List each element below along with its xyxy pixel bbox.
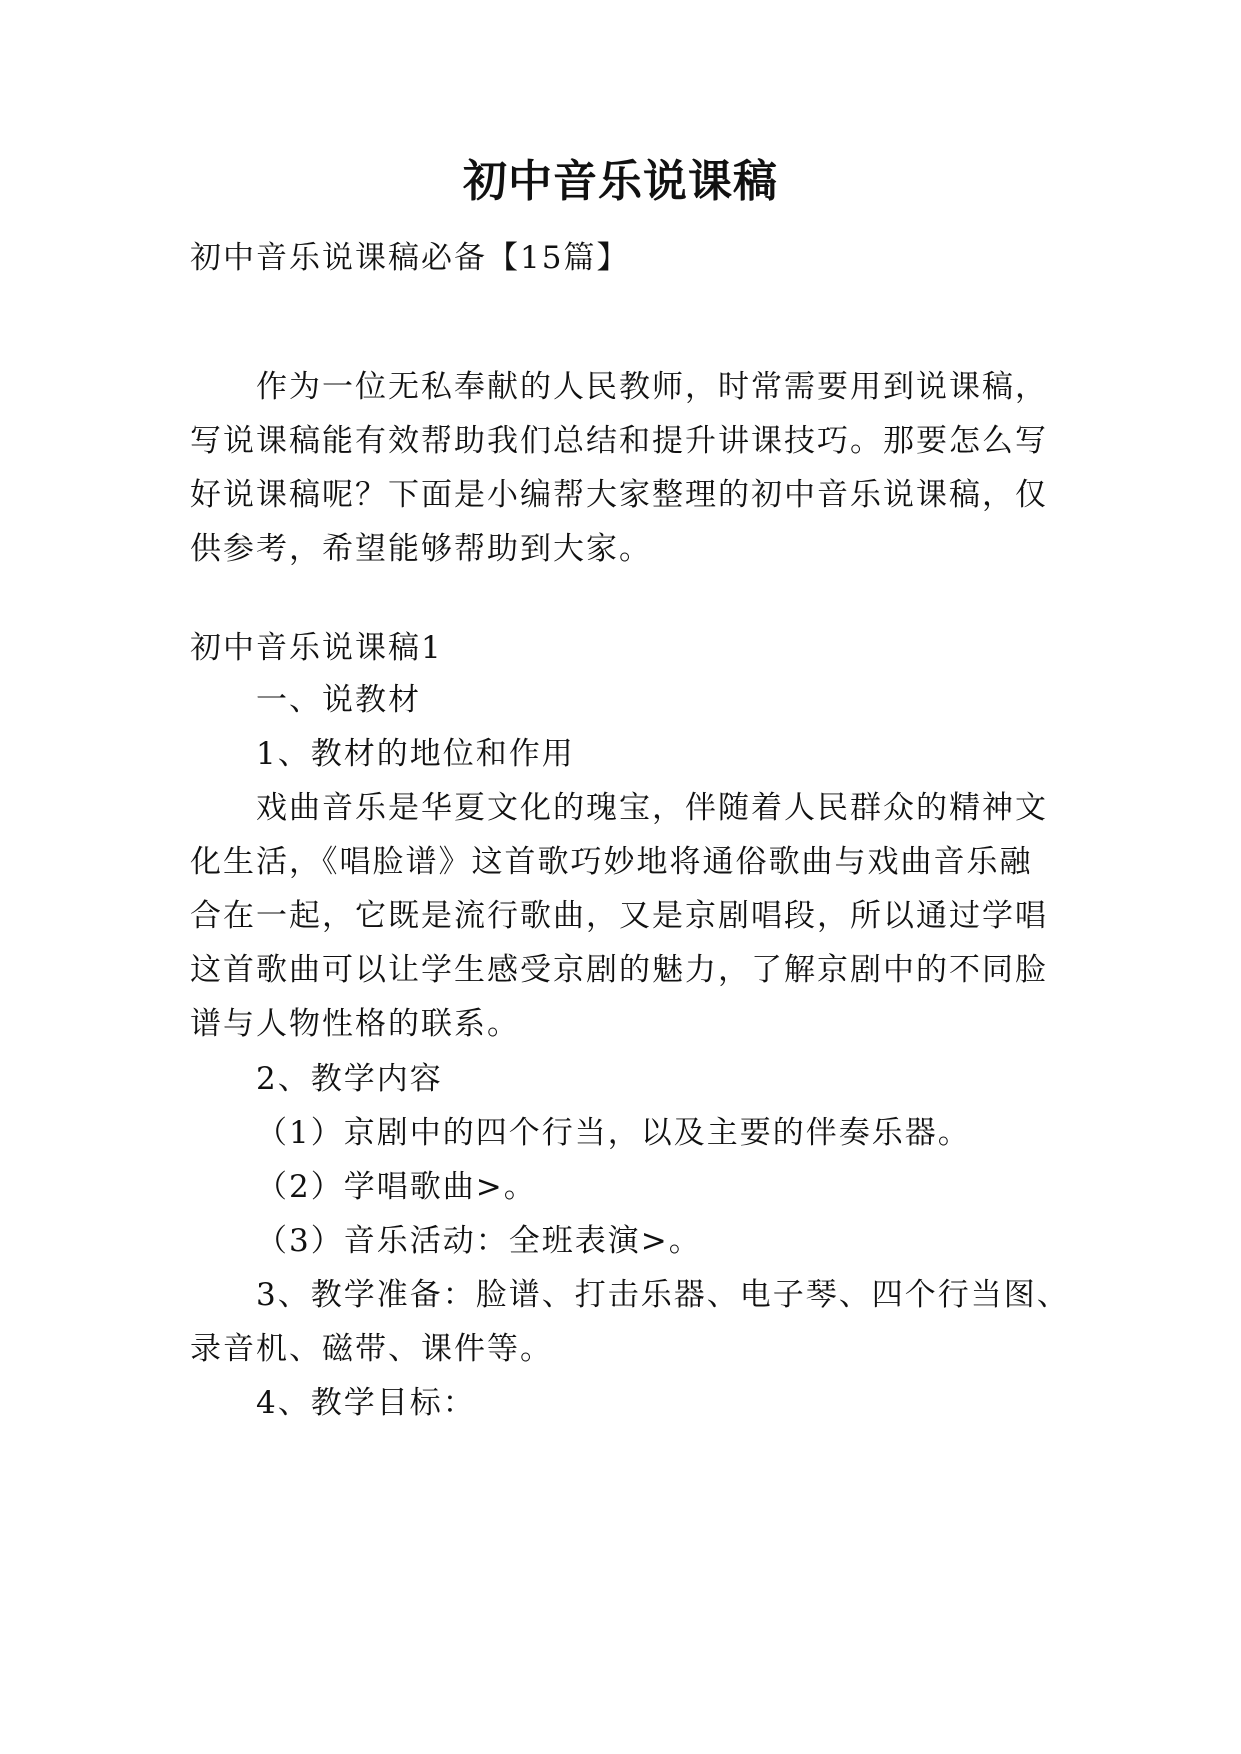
document-subtitle: 初中音乐说课稿必备【15篇】 bbox=[190, 240, 630, 276]
part-heading: 一、说教材 bbox=[256, 682, 421, 718]
body-line: 这首歌曲可以让学生感受京剧的魅力，了解京剧中的不同脸 bbox=[190, 952, 1048, 988]
list-item: （1）京剧中的四个行当，以及主要的伴奏乐器。 bbox=[256, 1115, 971, 1151]
intro-line: 好说课稿呢？下面是小编帮大家整理的初中音乐说课稿，仅 bbox=[190, 477, 1048, 513]
intro-line: 供参考，希望能够帮助到大家。 bbox=[190, 531, 652, 567]
intro-line: 作为一位无私奉献的人民教师，时常需要用到说课稿， bbox=[256, 369, 1048, 405]
body-line: 合在一起，它既是流行歌曲，又是京剧唱段，所以通过学唱 bbox=[190, 898, 1048, 934]
body-line: 3、教学准备：脸谱、打击乐器、电子琴、四个行当图、 bbox=[256, 1277, 1070, 1313]
item-heading: 4、教学目标： bbox=[256, 1385, 476, 1421]
intro-line: 写说课稿能有效帮助我们总结和提升讲课技巧。那要怎么写 bbox=[190, 423, 1048, 459]
body-line: 谱与人物性格的联系。 bbox=[190, 1006, 520, 1042]
item-heading: 2、教学内容 bbox=[256, 1061, 443, 1097]
body-line: 录音机、磁带、课件等。 bbox=[190, 1331, 553, 1367]
section-title: 初中音乐说课稿1 bbox=[190, 630, 443, 666]
item-heading: 1、教材的地位和作用 bbox=[256, 736, 575, 772]
list-item: （3）音乐活动：全班表演>。 bbox=[256, 1223, 702, 1259]
document-title: 初中音乐说课稿 bbox=[463, 156, 778, 207]
body-line: 戏曲音乐是华夏文化的瑰宝，伴随着人民群众的精神文 bbox=[256, 790, 1048, 826]
body-line: 化生活，《唱脸谱》这首歌巧妙地将通俗歌曲与戏曲音乐融 bbox=[190, 844, 1033, 880]
list-item: （2）学唱歌曲>。 bbox=[256, 1169, 537, 1205]
